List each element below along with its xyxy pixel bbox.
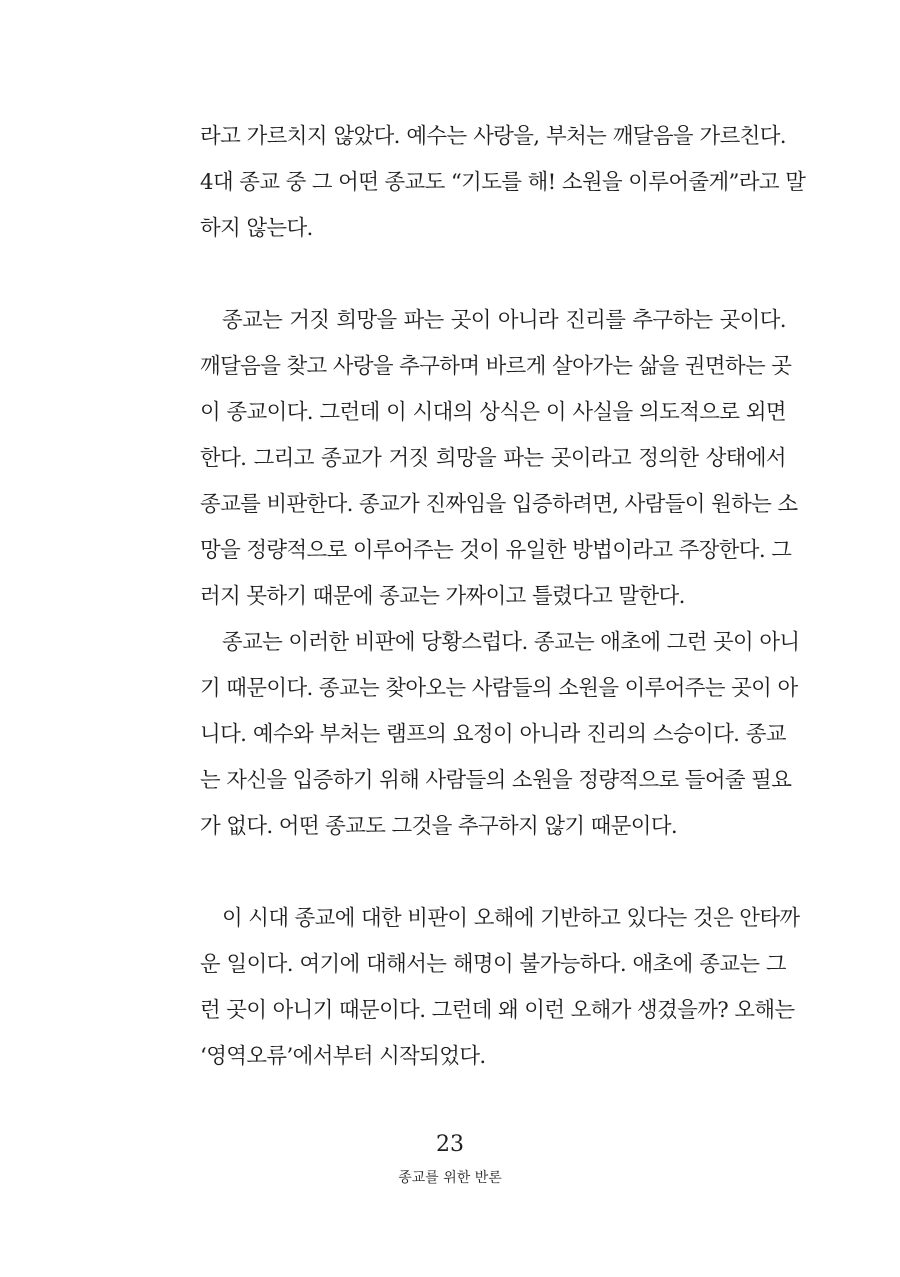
text-line: 깨달음을 찾고 사랑을 추구하며 바르게 살아가는 삶을 권면하는 곳 [200, 354, 792, 379]
text-line: 이 시대 종교에 대한 비판이 오해에 기반하고 있다는 것은 안타까 [222, 906, 800, 931]
text-line: 망을 정량적으로 이루어주는 것이 유일한 방법이라고 주장한다. 그 [200, 538, 792, 563]
running-title: 종교를 위한 반론 [398, 1170, 502, 1186]
paragraph-1 [200, 114, 806, 252]
body-text [200, 114, 806, 1080]
text-line: 는 자신을 입증하기 위해 사람들의 소원을 정량적으로 들어줄 필요 [200, 768, 792, 793]
text-line: 기 때문이다. 종교는 찾아오는 사람들의 소원을 이루어주는 곳이 아 [200, 676, 798, 701]
text-line: 가 없다. 어떤 종교도 그것을 추구하지 않기 때문이다. [200, 814, 678, 839]
paragraph-spacer [200, 252, 786, 298]
text-line: 니다. 예수와 부처는 램프의 요정이 아니라 진리의 스승이다. 종교 [200, 722, 786, 747]
paragraph-spacer [200, 850, 786, 896]
text-line: 종교는 거짓 희망을 파는 곳이 아니라 진리를 추구하는 곳이다. [222, 308, 786, 333]
paragraph-3 [200, 620, 800, 850]
text-line: 라고 가르치지 않았다. 예수는 사랑을, 부처는 깨달음을 가르친다. [200, 124, 786, 149]
text-line: 종교를 비판한다. 종교가 진짜임을 입증하려면, 사람들이 원하는 소 [200, 492, 798, 517]
text-line: 종교는 이러한 비판에 당황스럽다. 종교는 애초에 그런 곳이 아니 [222, 630, 800, 655]
text-line: ‘영역오류’에서부터 시작되었다. [200, 1044, 486, 1069]
text-line: 하지 않는다. [200, 216, 313, 241]
text-line: 이 종교이다. 그런데 이 시대의 상식은 이 사실을 의도적으로 외면 [200, 400, 786, 425]
paragraph-4 [200, 896, 800, 1080]
text-line: 4대 종교 중 그 어떤 종교도 “기도를 해! 소원을 이루어줄게”라고 말 [200, 170, 806, 195]
text-line: 한다. 그리고 종교가 거짓 희망을 파는 곳이라고 정의한 상태에서 [200, 446, 786, 471]
text-line: 운 일이다. 여기에 대해서는 해명이 불가능하다. 애초에 종교는 그 [200, 952, 786, 977]
paragraph-2 [200, 298, 798, 620]
page-number: 23 [436, 1132, 464, 1157]
text-line: 러지 못하기 때문에 종교는 가짜이고 틀렸다고 말한다. [200, 584, 685, 609]
text-line: 런 곳이 아니기 때문이다. 그런데 왜 이런 오해가 생겼을까? 오해는 [200, 998, 795, 1023]
